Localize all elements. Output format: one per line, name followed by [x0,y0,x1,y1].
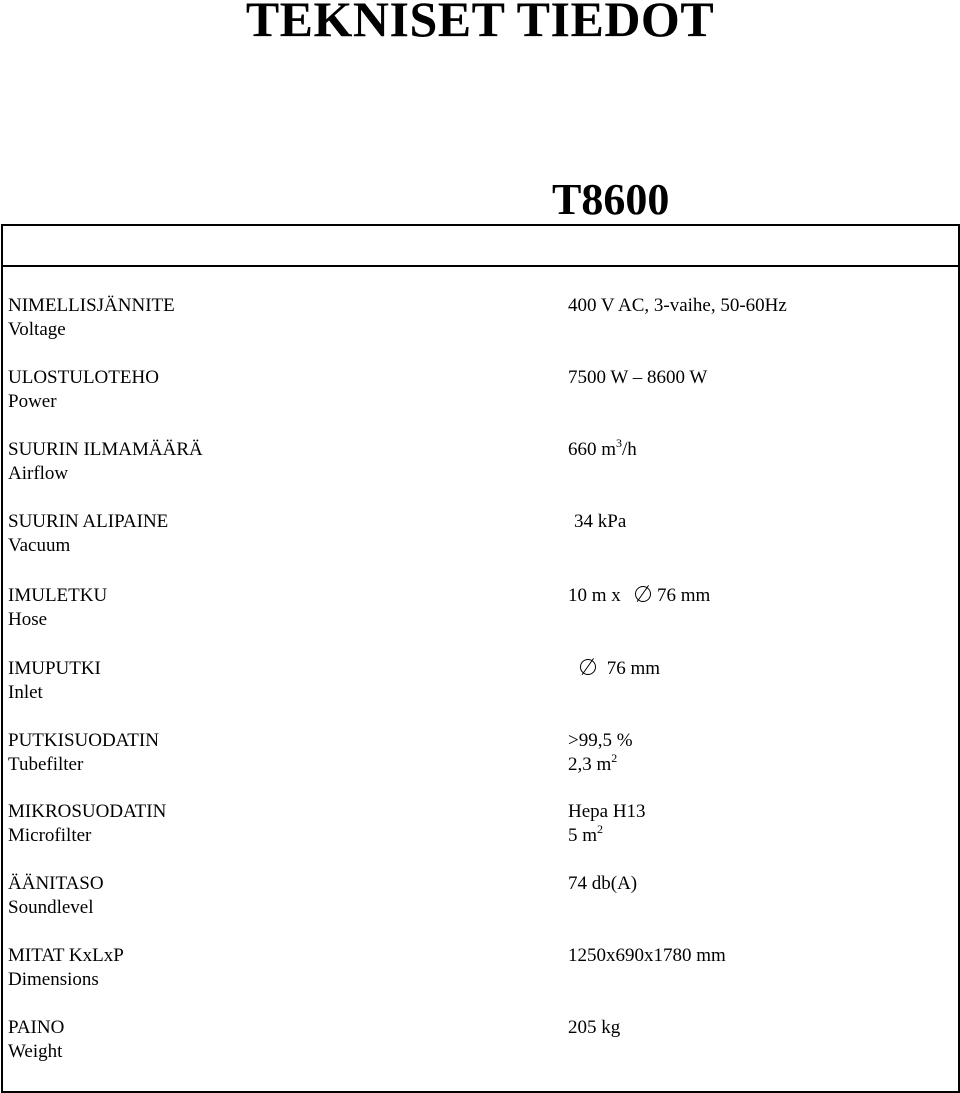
spec-value: 400 V AC, 3-vaihe, 50-60Hz [568,295,787,316]
value-unit: 76 mm [657,585,711,606]
value-unit: /h [622,439,637,460]
spec-label-en: Voltage [8,319,66,340]
diameter-icon [580,659,596,675]
value-superscript: 2 [597,821,604,836]
table-header-divider [1,265,960,267]
spec-label-fi: IMUPUTKI [8,658,101,679]
spec-value: 7500 W – 8600 W [568,367,708,388]
spec-value [568,584,710,608]
spec-value [580,657,660,681]
diameter-icon [635,586,651,602]
spec-value: 34 kPa [574,511,627,532]
spec-label-en: Hose [8,609,48,630]
spec-label-fi: ULOSTULOTEHO [8,367,159,388]
spec-label-en: Microfilter [8,825,92,846]
spec-label-en: Dimensions [8,969,99,990]
spec-label-fi: NIMELLISJÄNNITE [8,295,175,316]
spec-label-en: Weight [8,1041,63,1062]
spec-value: 1250x690x1780 mm [568,945,726,966]
spec-label-en: Inlet [8,682,43,703]
spec-value: Hepa H13 [568,801,646,822]
spec-label-en: Tubefilter [8,754,84,775]
value-main: 10 m x [568,585,621,606]
spec-value: 74 db(A) [568,873,638,894]
value-main: 5 m [568,825,598,846]
spec-label-en: Vacuum [8,535,71,556]
value-superscript: 2 [611,750,618,765]
spec-label-fi: MIKROSUODATIN [8,801,167,822]
spec-label-fi: ÄÄNITASO [8,873,104,894]
spec-label-fi: MITAT KxLxP [8,945,124,966]
spec-table-frame [1,224,960,1093]
spec-label-en: Soundlevel [8,897,94,918]
spec-value-secondary [568,821,604,848]
spec-label-fi: SUURIN ALIPAINE [8,511,169,532]
spec-value: >99,5 % [568,730,633,751]
spec-value: 205 kg [568,1017,621,1038]
spec-label-en: Power [8,391,57,412]
value-main: 2,3 m [568,754,612,775]
spec-value-secondary [568,750,618,777]
page-title: TEKNISET TIEDOT [245,0,715,47]
value-main: 660 m [568,439,617,460]
spec-label-fi: SUURIN ILMAMÄÄRÄ [8,439,203,460]
spec-label-en: Airflow [8,463,69,484]
spec-label-fi: IMULETKU [8,585,108,606]
spec-value [568,435,637,462]
model-heading: T8600 [552,175,670,224]
spec-label-fi: PUTKISUODATIN [8,730,159,751]
value-unit: 76 mm [606,658,661,679]
spec-label-fi: PAINO [8,1017,65,1038]
value-superscript: 3 [616,435,623,450]
